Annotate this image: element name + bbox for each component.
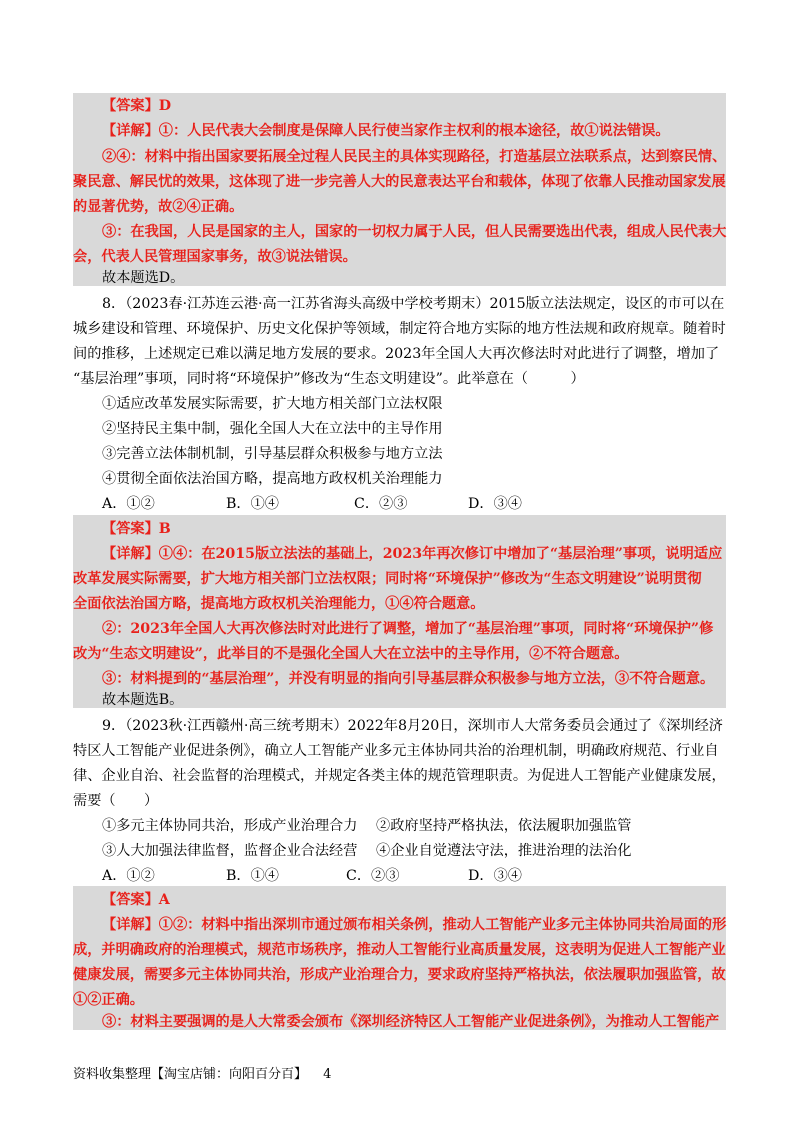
option-c[interactable]: C．②③ bbox=[346, 868, 400, 884]
statement-item: ③人大加强法律监督，监督企业合法经营 bbox=[102, 843, 358, 859]
statement-item: ①适应改革发展实际需要，扩大地方相关部门立法权限 bbox=[102, 396, 443, 412]
question-8-text: 8．（2023春·江苏连云港·高一江苏省海头高级中学校考期末）2015版立法法规定，设区的市可以在 bbox=[102, 296, 725, 312]
detail-text: ①：人民代表大会制度是保障人民行使当家作主权利的根本途径，故①说法错误。 bbox=[158, 123, 670, 139]
answer-value: B bbox=[158, 521, 171, 537]
question-8-text: “基层治理”事项，同时将“环境保护”修改为“生态文明建设”。此举意在（ ） bbox=[73, 371, 585, 387]
detail-text: 改革发展实际需要，扩大地方相关部门立法权限；同时将“环境保护”修改为“生态文明建设”说明贯彻 bbox=[73, 571, 702, 587]
detail-text: ③：材料主要强调的是人大常委会颁布《深圳经济特区人工智能产业促进条例》，为推动人工智能产 bbox=[102, 1014, 720, 1030]
answer-line bbox=[73, 517, 757, 541]
detail-text: ①②正确。 bbox=[73, 992, 144, 1008]
answer-tag: 【答案】 bbox=[102, 98, 159, 114]
statement-item: ②政府坚持严格执法，依法履职加强监管 bbox=[376, 818, 632, 834]
page-number: 4 bbox=[323, 1067, 332, 1082]
detail-tag: 【详解】 bbox=[102, 917, 159, 933]
detail-text: 会，代表人民管理国家事务，故③说法错误。 bbox=[73, 249, 357, 265]
option-c[interactable]: C．②③ bbox=[354, 496, 408, 512]
statement-item: ③完善立法体制机制，引导基层群众积极参与地方立法 bbox=[102, 446, 443, 462]
statement-item: ④企业自觉遵法守法，推进治理的法治化 bbox=[376, 843, 632, 859]
detail-text: 全面依法治国方略，提高地方政权机关治理能力，①④符合题意。 bbox=[73, 596, 485, 612]
option-a[interactable]: A．①② bbox=[102, 496, 155, 512]
answer-value: D bbox=[158, 98, 172, 114]
detail-text: ③：材料提到的“基层治理”，并没有明显的指向引导基层群众积极参与地方立法，③不符合题意。 bbox=[102, 671, 715, 687]
answer-value: A bbox=[158, 892, 170, 908]
detail-text: ②④：材料中指出国家要拓展全过程人民民主的具体实现路径，打造基层立法联系点，达到察民情、 bbox=[102, 149, 727, 165]
detail-text: ③：在我国，人民是国家的主人，国家的一切权力属于人民，但人民需要选出代表，组成人民代表大 bbox=[102, 224, 727, 240]
question-9-text: 需要（ ） bbox=[73, 793, 159, 809]
detail-text: 健康发展，需要多元主体协同共治，形成产业治理合力，要求政府坚持严格执法，依法履职加强监管，故 bbox=[73, 967, 726, 983]
question-8-text: 城乡建设和管理、环境保护、历史文化保护等领域，制定符合地方实际的地方性法规和政府规章。随着时 bbox=[73, 321, 726, 337]
answer-line bbox=[73, 94, 757, 118]
question-9-text: 9．（2023秋·江西赣州·高三统考期末）2022年8月20日，深圳市人大常务委员会通过了《深圳经济 bbox=[102, 718, 723, 734]
statement-item: ①多元主体协同共治，形成产业治理合力 bbox=[102, 818, 358, 834]
detail-tag: 【详解】 bbox=[102, 546, 159, 562]
option-d[interactable]: D．③④ bbox=[468, 496, 522, 512]
question-9-text: 特区人工智能产业促进条例》，确立人工智能产业多元主体协同共治的治理机制，明确政府规范、行业自 bbox=[73, 743, 719, 759]
footer-text: 资料收集整理【淘宝店铺：向阳百分百】 bbox=[73, 1067, 308, 1082]
statement-item: ②坚持民主集中制，强化全国人大在立法中的主导作用 bbox=[102, 421, 443, 437]
detail-text: 改为“生态文明建设”，此举目的不是强化全国人大在立法中的主导作用，②不符合题意。 bbox=[73, 646, 629, 662]
detail-line bbox=[73, 119, 757, 143]
question-8-text: 间的推移，上述规定已难以满足地方发展的要求。2023年全国人大再次修法时对此进行了调整，增加了 bbox=[73, 346, 720, 362]
detail-text: ①②：材料中指出深圳市通过颁布相关条例，推动人工智能产业多元主体协同共治局面的形 bbox=[158, 917, 727, 933]
detail-line bbox=[73, 542, 757, 566]
conclusion-text: 故本题选B。 bbox=[102, 692, 184, 708]
option-b[interactable]: B．①④ bbox=[226, 868, 279, 884]
detail-text: ①④：在2015版立法法的基础上，2023年再次修订中增加了“基层治理”事项，说明适应 bbox=[158, 546, 723, 562]
conclusion-text: 故本题选D。 bbox=[102, 270, 185, 286]
question-9-text: 律、企业自治、社会监督的治理模式，并规定各类主体的规范管理职责。为促进人工智能产业健康发展， bbox=[73, 768, 726, 784]
detail-tag: 【详解】 bbox=[102, 123, 159, 139]
option-a[interactable]: A．①② bbox=[102, 868, 155, 884]
statement-item: ④贯彻全面依法治国方略，提高地方政权机关治理能力 bbox=[102, 471, 443, 487]
option-b[interactable]: B．①④ bbox=[226, 496, 279, 512]
detail-text: 成，并明确政府的治理模式，规范市场秩序，推动人工智能行业高质量发展，这表明为促进人工智能产业 bbox=[73, 942, 726, 958]
answer-line bbox=[73, 888, 757, 912]
answer-tag: 【答案】 bbox=[102, 892, 159, 908]
detail-text: 聚民意、解民忧的效果，这体现了进一步完善人大的民意表达平台和载体，体现了依靠人民推动国家发展 bbox=[73, 174, 726, 190]
detail-text: ②：2023年全国人大再次修法时对此进行了调整，增加了“基层治理”事项，同时将“环境保护”修 bbox=[102, 621, 714, 637]
answer-tag: 【答案】 bbox=[102, 521, 159, 537]
page-footer bbox=[73, 1065, 331, 1085]
detail-line bbox=[73, 913, 757, 937]
detail-text: 的显著优势，故②④正确。 bbox=[73, 199, 244, 215]
option-d[interactable]: D．③④ bbox=[468, 868, 522, 884]
